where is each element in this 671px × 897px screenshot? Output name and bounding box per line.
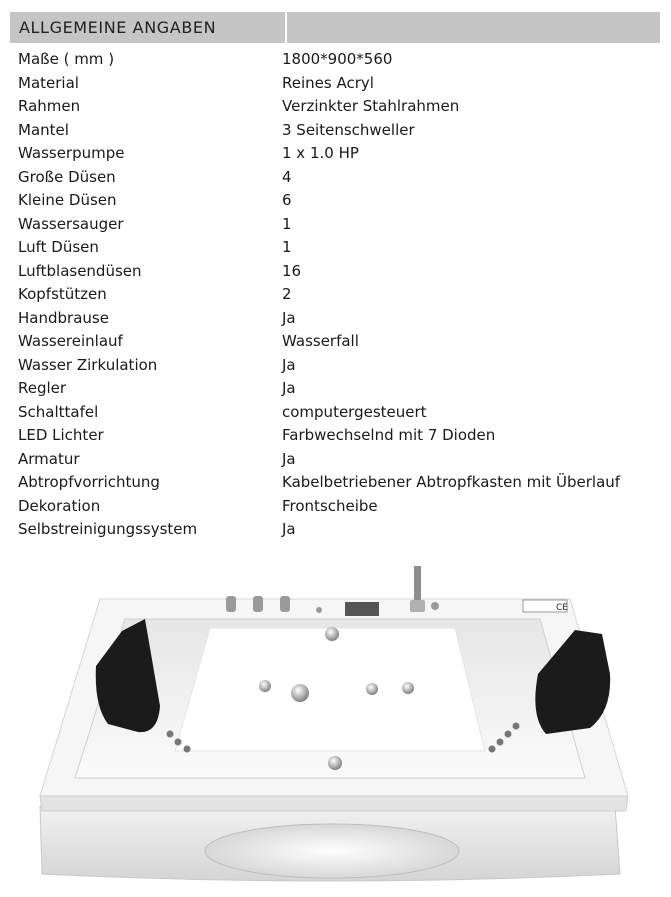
section-header [10, 12, 660, 43]
spec-value: Ja [282, 449, 296, 468]
spec-row [18, 518, 663, 542]
spec-row [18, 424, 663, 448]
spec-row [18, 142, 663, 166]
spec-row [18, 495, 663, 519]
spec-label: Kopfstützen [18, 285, 107, 303]
spec-label: Handbrause [18, 308, 109, 327]
spec-label: Wassereinlauf [18, 332, 123, 350]
spec-value: Farbwechselnd mit 7 Dioden [282, 426, 496, 444]
waterfall-spout [345, 602, 379, 616]
spec-value: 3 Seitenschweller [282, 120, 415, 139]
spec-value: 4 [282, 167, 292, 186]
spec-row [18, 236, 663, 260]
spec-value: 1 [282, 238, 292, 256]
spec-row [18, 119, 663, 143]
header-value-column [287, 12, 660, 43]
spec-row [18, 95, 663, 119]
spec-value: Ja [282, 379, 296, 397]
spec-value: 2 [282, 285, 292, 303]
spec-row [18, 213, 663, 237]
spec-label: Dekoration [18, 496, 101, 515]
spec-label: LED Lichter [18, 426, 104, 444]
spec-label: Kleine Düsen [18, 191, 117, 209]
spec-value: Frontscheibe [282, 496, 378, 515]
spec-label: Selbstreinigungssystem [18, 520, 198, 538]
bathtub-photo [30, 556, 630, 891]
spec-row [18, 48, 663, 72]
spec-row [18, 330, 663, 354]
spec-label: Material [18, 73, 79, 92]
section-title: ALLGEMEINE ANGABEN [19, 18, 217, 37]
spec-value: Wasserfall [282, 332, 359, 350]
spec-label: Maße ( mm ) [18, 50, 115, 68]
spec-row [18, 189, 663, 213]
spec-value: 6 [282, 191, 292, 209]
spec-row [18, 72, 663, 96]
spec-row [18, 401, 663, 425]
spec-row [18, 377, 663, 401]
spec-label: Luft Düsen [18, 238, 99, 256]
spec-value: Reines Acryl [282, 73, 374, 92]
spec-label: Regler [18, 379, 67, 397]
spec-row [18, 448, 663, 472]
spec-value: 1800*900*560 [282, 50, 393, 68]
spec-value: Kabelbetriebener Abtropfkasten mit Überlauf [282, 473, 621, 491]
spec-value: Ja [282, 520, 296, 538]
spec-label: Wasserpumpe [18, 144, 125, 162]
spec-row [18, 260, 663, 284]
spec-value: Ja [282, 355, 296, 374]
spec-row [18, 283, 663, 307]
ce-mark-text: CE [556, 603, 568, 613]
spec-label: Schalttafel [18, 402, 99, 421]
spec-label: Große Düsen [18, 167, 116, 186]
control-knobs [226, 596, 290, 612]
spec-value: 1 x 1.0 HP [282, 144, 359, 162]
spec-label: Wasser Zirkulation [18, 355, 158, 374]
spec-label: Wassersauger [18, 214, 124, 233]
spec-label: Abtropfvorrichtung [18, 473, 160, 491]
spec-label: Luftblasendüsen [18, 261, 142, 280]
spec-value: 1 [282, 214, 292, 233]
spec-label: Armatur [18, 449, 80, 468]
spec-table [18, 48, 663, 542]
spec-label: Rahmen [18, 97, 81, 115]
spec-label: Mantel [18, 120, 69, 139]
spec-value: Ja [282, 308, 296, 327]
spec-value: Verzinkter Stahlrahmen [282, 97, 460, 115]
spec-value: computergesteuert [282, 402, 427, 421]
spec-value: 16 [282, 261, 302, 280]
spec-row [18, 307, 663, 331]
spec-row [18, 354, 663, 378]
spec-row [18, 471, 663, 495]
spec-row [18, 166, 663, 190]
